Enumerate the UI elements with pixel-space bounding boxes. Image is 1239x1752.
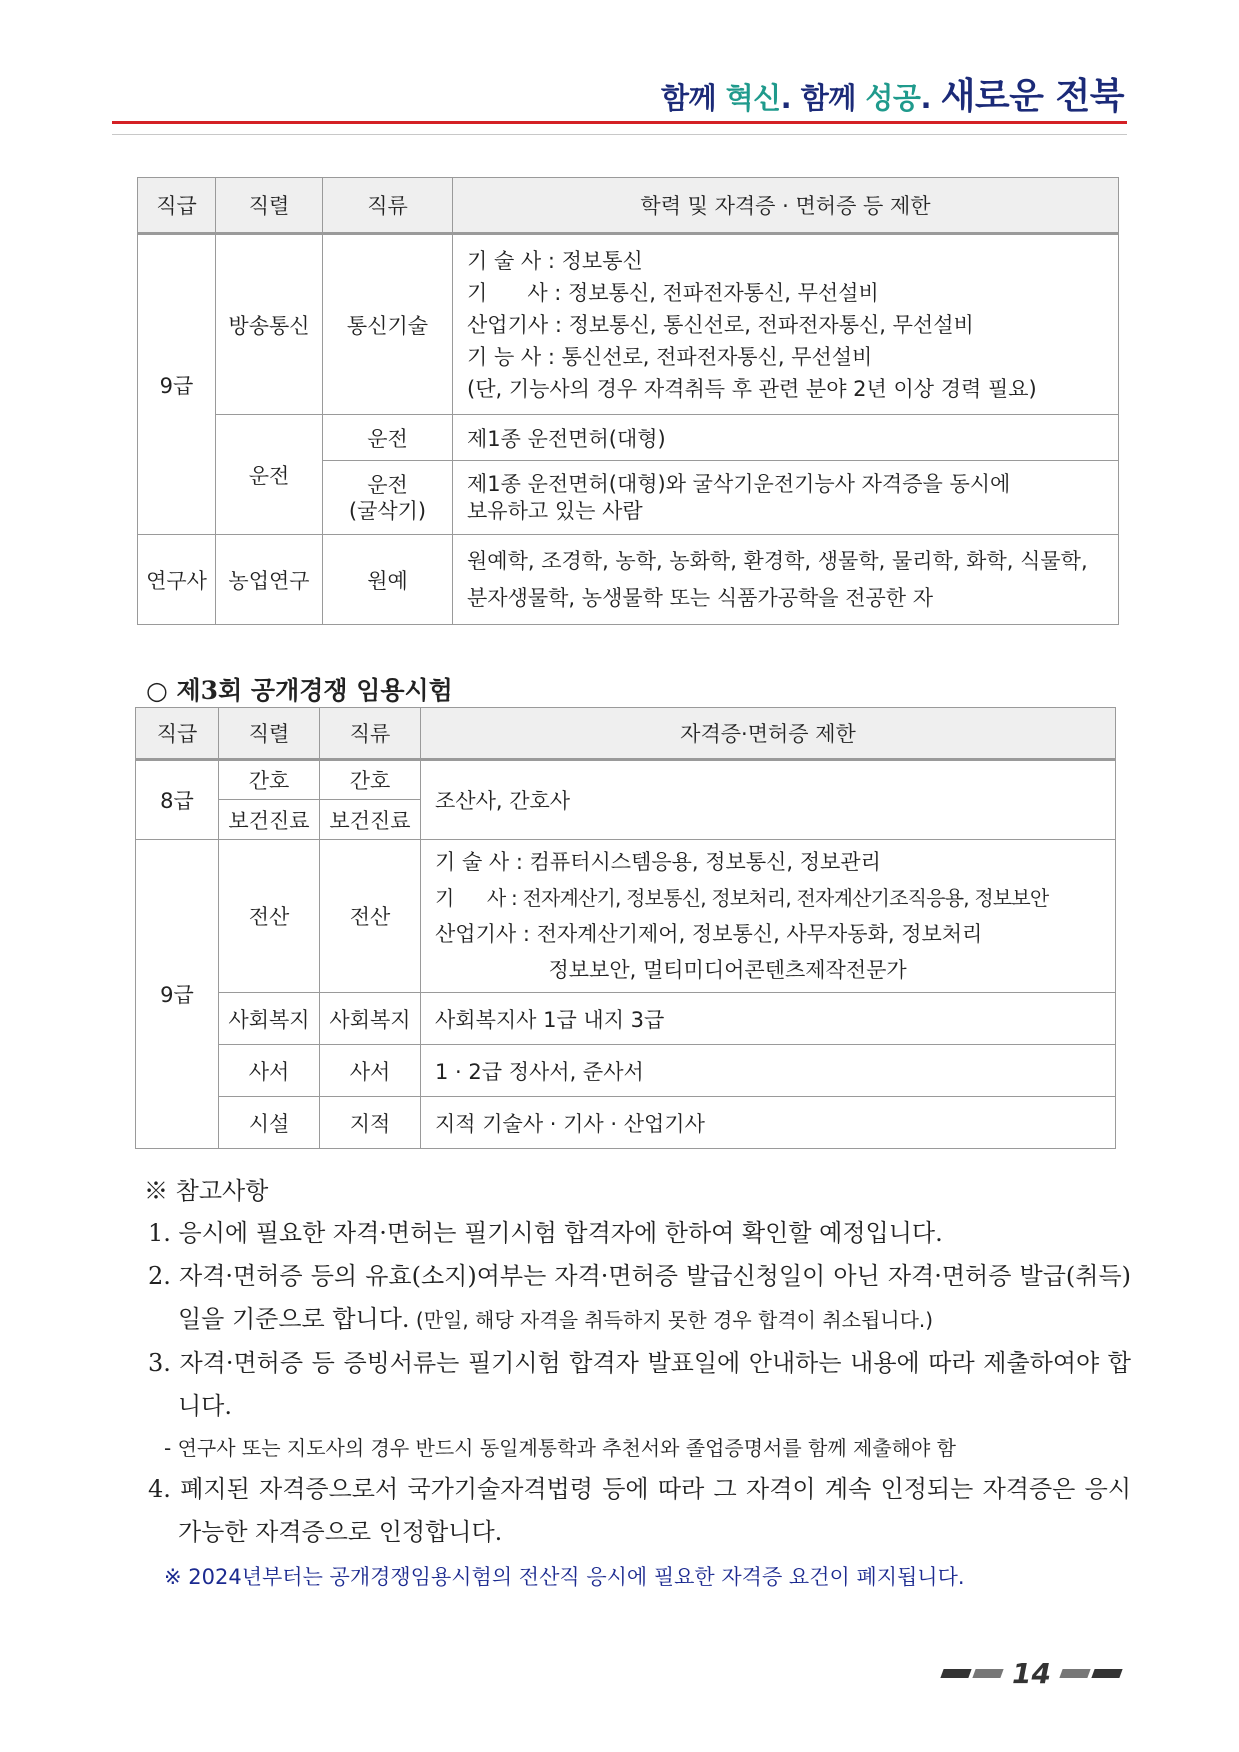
requirement-cell: 1 · 2급 정사서, 준사서 (421, 1045, 1116, 1097)
requirement-cell (453, 461, 1119, 535)
header-series: 직렬 (219, 708, 320, 760)
slogan-part: . 함께 (780, 81, 866, 115)
requirement-cell: 지적 기술사 · 기사 · 산업기사 (421, 1097, 1116, 1149)
requirement-line: 제1종 운전면허(대형)와 굴삭기운전기능사 자격증을 동시에 (467, 471, 1011, 496)
class-cell: 사서 (320, 1045, 421, 1097)
note-small-text: (만일, 해당 자격을 취득하지 못한 경우 합격이 취소됩니다.) (409, 1308, 934, 1332)
header-requirement: 학력 및 자격증 · 면허증 등 제한 (453, 178, 1119, 234)
requirement-cell (453, 234, 1119, 415)
decor-bar (940, 1669, 971, 1678)
requirement-line: 기 능 사 : 통신선로, 전파전자통신, 무선설비 (467, 344, 873, 369)
grade-cell: 8급 (136, 760, 219, 840)
class-cell: 운전 (323, 415, 453, 461)
section-title: ○ 제3회 공개경쟁 임용시험 (146, 676, 453, 705)
requirement-line: 기 술 사 : 정보통신 (467, 248, 643, 273)
qualification-table-1 (137, 177, 1119, 625)
class-cell: 보건진료 (320, 800, 421, 840)
requirement-line: 산업기사 : 정보통신, 통신선로, 전파전자통신, 무선설비 (467, 312, 974, 337)
series-cell: 사서 (219, 1045, 320, 1097)
series-cell: 시설 (219, 1097, 320, 1149)
header-grade: 직급 (136, 708, 219, 760)
requirement-line: 분자생물학, 농생물학 또는 식품가공학을 전공한 자 (467, 585, 934, 610)
note-subitem: - 연구사 또는 지도사의 경우 반드시 동일계통학과 추천서와 졸업증명서를 함께 제출해야 함 (164, 1436, 956, 1460)
note-text: 2. 자격·면허증 등의 유효(소지)여부는 자격·면허증 발급신청일이 아닌 자격·면허증 발급(취득)일을 기준으로 합니다. (148, 1262, 1131, 1333)
requirement-line: 기 술 사 : 컴퓨터시스템응용, 정보통신, 정보관리 (435, 850, 881, 874)
note-item: 1. 응시에 필요한 자격·면허는 필기시험 합격자에 한하여 확인할 예정입니다. (148, 1219, 943, 1247)
header-class: 직류 (320, 708, 421, 760)
requirement-line: (단, 기능사의 경우 자격취득 후 관련 분야 2년 이상 경력 필요) (467, 376, 1037, 401)
requirement-line: 산업기사 : 전자계산기제어, 정보통신, 사무자동화, 정보처리 (435, 922, 983, 946)
requirement-line: 원예학, 조경학, 농학, 농화학, 환경학, 생물학, 물리학, 화학, 식물학, (467, 548, 1088, 573)
class-cell (323, 461, 453, 535)
series-cell: 전산 (219, 840, 320, 993)
decor-bar (972, 1669, 1003, 1678)
series-cell: 농업연구 (216, 535, 323, 625)
header-class: 직류 (323, 178, 453, 234)
notes-section (146, 1170, 1131, 1600)
requirement-cell: 제1종 운전면허(대형) (453, 415, 1119, 461)
slogan-part: 새로운 전북 (940, 76, 1124, 117)
series-cell: 보건진료 (219, 800, 320, 840)
class-cell: 통신기술 (323, 234, 453, 415)
notes-title: ※ 참고사항 (144, 1177, 269, 1205)
decor-bar (1059, 1669, 1090, 1678)
grade-cell: 연구사 (138, 535, 216, 625)
note-item: 3. 자격·면허증 등 증빙서류는 필기시험 합격자 발표일에 안내하는 내용에 따라 제출하여야 합니다. (148, 1349, 1131, 1420)
class-cell: 지적 (320, 1097, 421, 1149)
requirement-cell: 조산사, 간호사 (421, 760, 1116, 840)
grade-cell: 9급 (136, 840, 219, 1149)
series-cell: 사회복지 (219, 993, 320, 1045)
requirement-cell (421, 840, 1116, 993)
note-footnote: ※ 2024년부터는 공개경쟁임용시험의 전산직 응시에 필요한 자격증 요건이 폐지됩니다. (164, 1565, 965, 1589)
slogan-part: 혁신 (725, 81, 781, 115)
requirement-line: 기 사 : 전자계산기, 정보통신, 정보처리, 전자계산기조직응용, 정보보안 (435, 886, 1049, 910)
series-cell: 간호 (219, 760, 320, 800)
header-slogan (661, 68, 1124, 119)
slogan-part: 성공 (865, 81, 921, 115)
class-cell: 원예 (323, 535, 453, 625)
class-line: 운전 (367, 472, 408, 497)
series-cell: 방송통신 (216, 234, 323, 415)
requirement-line: 정보보안, 멀티미디어콘텐츠제작전문가 (435, 958, 907, 982)
decor-bar (1091, 1669, 1122, 1678)
page-number-text: 14 (1012, 1657, 1051, 1690)
grade-cell: 9급 (138, 234, 216, 535)
requirement-cell: 사회복지사 1급 내지 3급 (421, 993, 1116, 1045)
header-requirement: 자격증·면허증 제한 (421, 708, 1116, 760)
page-number (942, 1657, 1121, 1690)
class-cell: 전산 (320, 840, 421, 993)
slogan-part: . (920, 81, 941, 115)
note-item (146, 1255, 1131, 1342)
requirement-cell (453, 535, 1119, 625)
requirement-line: 기 사 : 정보통신, 전파전자통신, 무선설비 (467, 280, 879, 305)
header-grade: 직급 (138, 178, 216, 234)
class-line: (굴삭기) (348, 498, 427, 523)
requirement-line: 보유하고 있는 사람 (467, 498, 643, 523)
header-series: 직렬 (216, 178, 323, 234)
note-item: 4. 폐지된 자격증으로서 국가기술자격법령 등에 따라 그 자격이 계속 인정되는 자격증은 응시 가능한 자격증으로 인정합니다. (148, 1475, 1131, 1546)
series-cell: 운전 (216, 415, 323, 535)
qualification-table-2 (135, 707, 1116, 1149)
header-divider (112, 121, 1127, 124)
slogan-part: 함께 (661, 81, 726, 115)
class-cell: 간호 (320, 760, 421, 800)
header-divider-thin (112, 134, 1127, 135)
class-cell: 사회복지 (320, 993, 421, 1045)
